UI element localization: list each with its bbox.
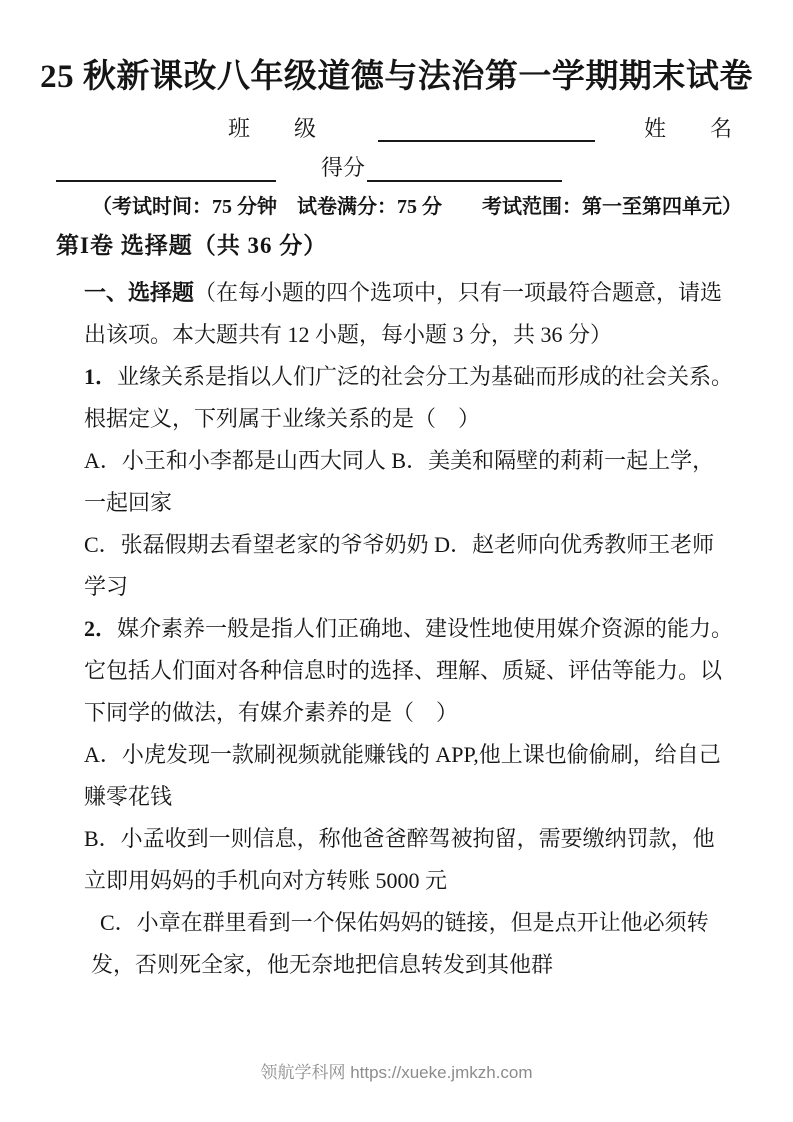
class-label: 班 级 [228,116,317,141]
body-line: 一、选择题（在每小题的四个选项中，只有一项最符合题意，请选 [84,280,723,305]
body-line-bold-prefix: 1． [84,364,118,389]
name-fill-in-blank [56,150,276,182]
body-line: 赚零花钱 [84,784,173,809]
body-line: 出该项。本大题共有 12 小题，每小题 3 分，共 36 分） [84,322,613,347]
body-line: C．小章在群里看到一个保佑妈妈的链接，但是点开让他必须转 [100,910,709,935]
body-lines [84,272,773,986]
class-fill-in-blank [378,110,595,142]
body-line-bold-prefix: 2． [84,616,118,641]
body-line: 下同学的做法，有媒介素养的是（ ） [84,700,459,725]
body-line-bold-prefix: 一、选择题 [84,280,195,305]
body-line: C．张磊假期去看望老家的爷爷奶奶 D．赵老师向优秀教师王老师 [84,532,715,557]
body-line: 立即用妈妈的手机向对方转账 5000 元 [84,868,448,893]
body-line: 2．媒介素养一般是指人们正确地、建设性地使用媒介资源的能力。 [84,616,734,641]
score-fill-in-blank [367,150,562,182]
section-heading: 第I卷 选择题（共 36 分） [56,233,328,258]
body-line: 根据定义，下列属于业缘关系的是（ ） [84,406,481,431]
body-line: 它包括人们面对各种信息时的选择、理解、质疑、评估等能力。以 [84,658,723,683]
exam-info-line: （考试时间：75 分钟 试卷满分：75 分 考试范围：第一至第四单元） [92,196,742,218]
body-line: 学习 [84,574,129,599]
body-line: 一起回家 [84,490,173,515]
body-line: 1．业缘关系是指以人们广泛的社会分工为基础而形成的社会关系。 [84,364,734,389]
footer-site-name: 领航学科网 [260,1063,346,1082]
body-line: B．小孟收到一则信息，称他爸爸醉驾被拘留，需要缴纳罚款，他 [84,826,715,851]
score-label: 得分 [321,155,366,180]
body-line: 发，否则死全家，他无奈地把信息转发到其他群 [91,952,554,977]
body-line: A．小王和小李都是山西大同人 B．美美和隔壁的莉莉一起上学， [84,448,715,473]
body-line: A．小虎发现一款刷视频就能赚钱的 APP,他上课也偷偷刷，给自己 [84,742,721,767]
footer [0,1058,793,1083]
footer-url-link[interactable]: https://xueke.jmkzh.com [350,1063,533,1082]
name-label: 姓 名 [644,116,733,141]
page-title: 25 秋新课改八年级道德与法治第一学期期末试卷 [40,59,753,95]
